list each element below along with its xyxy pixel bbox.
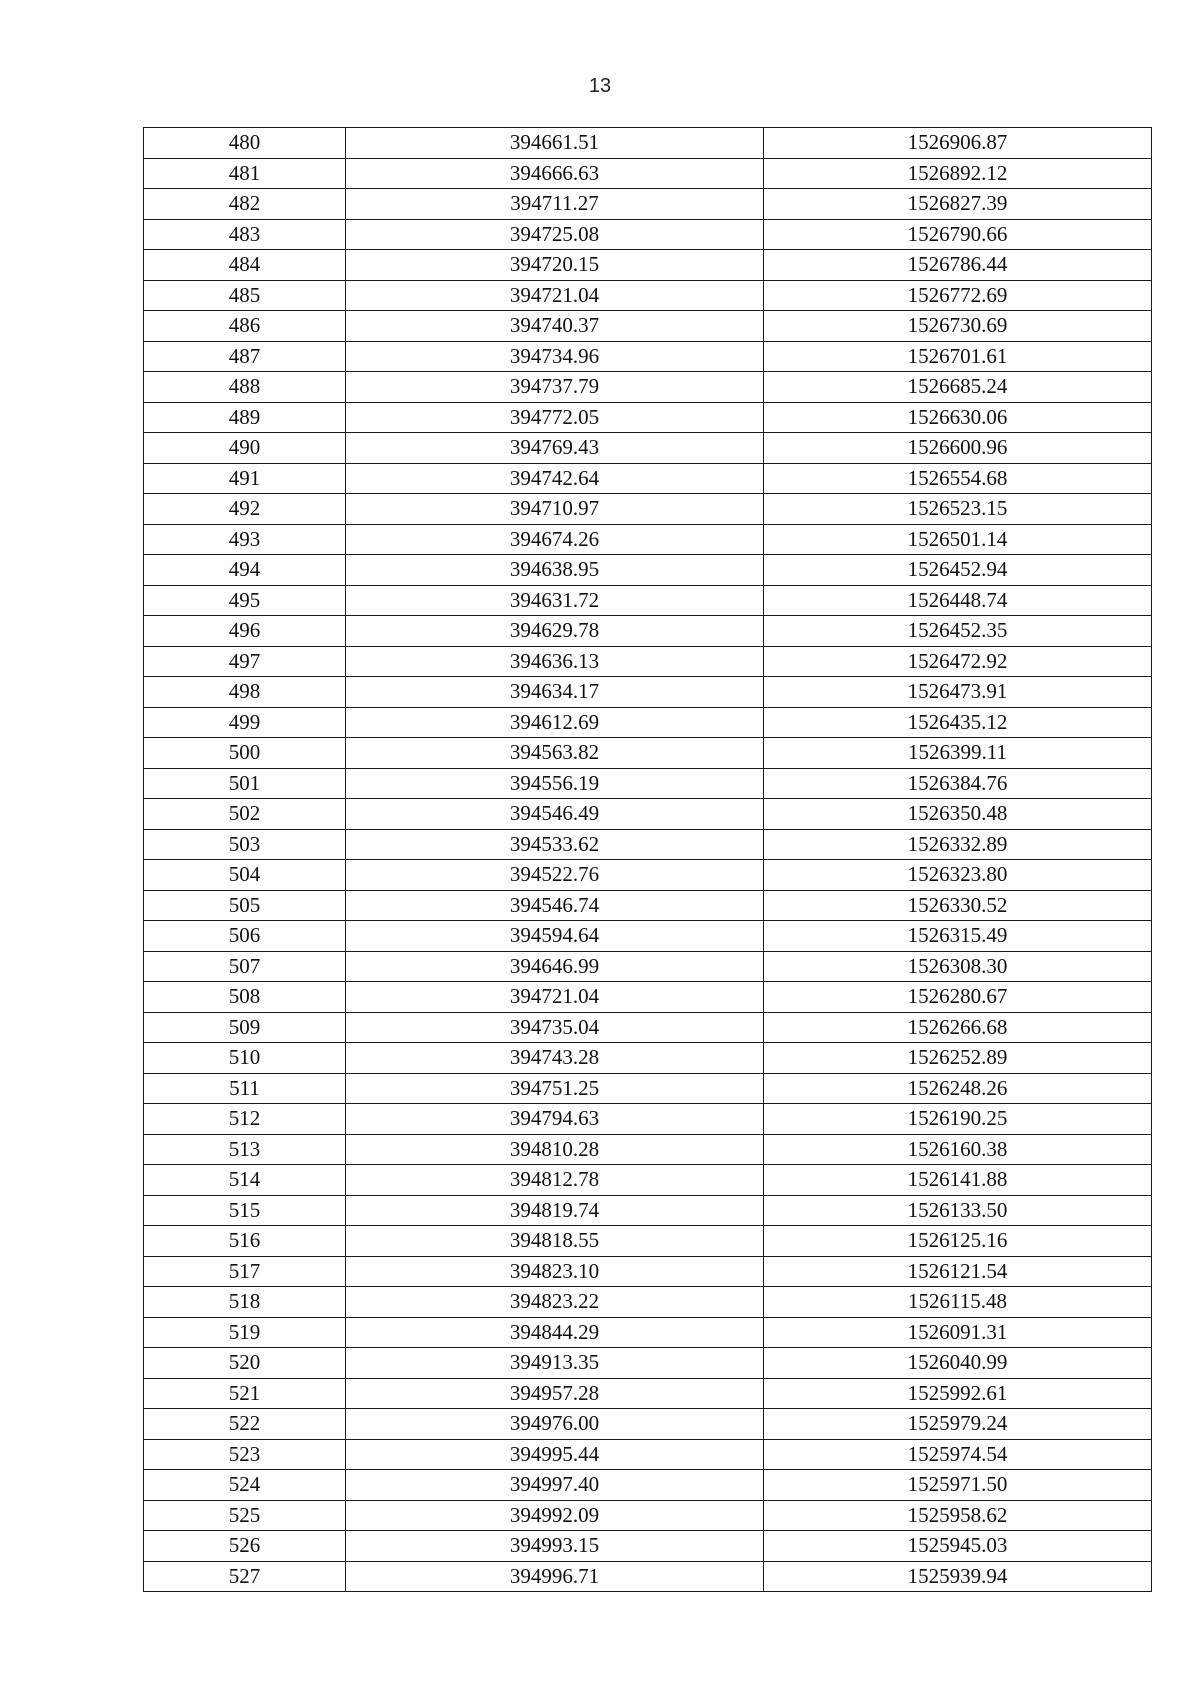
x-coordinate-cell: 394594.64 <box>346 921 764 952</box>
y-coordinate-cell: 1526435.12 <box>764 707 1152 738</box>
table-row <box>144 921 1152 952</box>
x-coordinate-cell: 394646.99 <box>346 951 764 982</box>
table-row <box>144 799 1152 830</box>
y-coordinate-cell: 1526399.11 <box>764 738 1152 769</box>
x-coordinate-cell: 394636.13 <box>346 646 764 677</box>
x-coordinate-cell: 394794.63 <box>346 1104 764 1135</box>
x-coordinate-cell: 394810.28 <box>346 1134 764 1165</box>
x-coordinate-cell: 394913.35 <box>346 1348 764 1379</box>
point-number-cell: 522 <box>144 1409 346 1440</box>
y-coordinate-cell: 1526501.14 <box>764 524 1152 555</box>
point-number-cell: 519 <box>144 1317 346 1348</box>
table-row <box>144 280 1152 311</box>
y-coordinate-cell: 1526160.38 <box>764 1134 1152 1165</box>
table-row <box>144 1043 1152 1074</box>
table-row <box>144 1409 1152 1440</box>
x-coordinate-cell: 394612.69 <box>346 707 764 738</box>
y-coordinate-cell: 1525979.24 <box>764 1409 1152 1440</box>
point-number-cell: 502 <box>144 799 346 830</box>
point-number-cell: 488 <box>144 372 346 403</box>
x-coordinate-cell: 394819.74 <box>346 1195 764 1226</box>
point-number-cell: 480 <box>144 128 346 159</box>
y-coordinate-cell: 1526248.26 <box>764 1073 1152 1104</box>
page-number: 13 <box>588 75 612 97</box>
point-number-cell: 504 <box>144 860 346 891</box>
table-row <box>144 1287 1152 1318</box>
x-coordinate-cell: 394996.71 <box>346 1561 764 1592</box>
table-row <box>144 219 1152 250</box>
table-row <box>144 555 1152 586</box>
y-coordinate-cell: 1526600.96 <box>764 433 1152 464</box>
x-coordinate-cell: 394812.78 <box>346 1165 764 1196</box>
y-coordinate-cell: 1526315.49 <box>764 921 1152 952</box>
x-coordinate-cell: 394631.72 <box>346 585 764 616</box>
point-number-cell: 486 <box>144 311 346 342</box>
y-coordinate-cell: 1526523.15 <box>764 494 1152 525</box>
table-row <box>144 829 1152 860</box>
point-number-cell: 510 <box>144 1043 346 1074</box>
table-row <box>144 646 1152 677</box>
table-row <box>144 494 1152 525</box>
point-number-cell: 508 <box>144 982 346 1013</box>
table-row <box>144 860 1152 891</box>
y-coordinate-cell: 1526332.89 <box>764 829 1152 860</box>
y-coordinate-cell: 1525974.54 <box>764 1439 1152 1470</box>
table-row <box>144 128 1152 159</box>
y-coordinate-cell: 1526473.91 <box>764 677 1152 708</box>
table-row <box>144 768 1152 799</box>
table-row <box>144 1561 1152 1592</box>
point-number-cell: 511 <box>144 1073 346 1104</box>
y-coordinate-cell: 1526115.48 <box>764 1287 1152 1318</box>
point-number-cell: 481 <box>144 158 346 189</box>
table-row <box>144 738 1152 769</box>
x-coordinate-cell: 394743.28 <box>346 1043 764 1074</box>
x-coordinate-cell: 394772.05 <box>346 402 764 433</box>
coordinates-table-body <box>144 128 1152 1592</box>
x-coordinate-cell: 394751.25 <box>346 1073 764 1104</box>
table-row <box>144 1073 1152 1104</box>
x-coordinate-cell: 394823.10 <box>346 1256 764 1287</box>
table-row <box>144 585 1152 616</box>
table-row <box>144 1195 1152 1226</box>
point-number-cell: 513 <box>144 1134 346 1165</box>
y-coordinate-cell: 1526121.54 <box>764 1256 1152 1287</box>
table-row <box>144 1317 1152 1348</box>
point-number-cell: 506 <box>144 921 346 952</box>
point-number-cell: 491 <box>144 463 346 494</box>
table-row <box>144 707 1152 738</box>
table-row <box>144 1470 1152 1501</box>
y-coordinate-cell: 1526330.52 <box>764 890 1152 921</box>
point-number-cell: 512 <box>144 1104 346 1135</box>
point-number-cell: 509 <box>144 1012 346 1043</box>
table-row <box>144 158 1152 189</box>
y-coordinate-cell: 1526266.68 <box>764 1012 1152 1043</box>
table-row <box>144 1500 1152 1531</box>
table-row <box>144 311 1152 342</box>
x-coordinate-cell: 394666.63 <box>346 158 764 189</box>
table-row <box>144 616 1152 647</box>
x-coordinate-cell: 394844.29 <box>346 1317 764 1348</box>
x-coordinate-cell: 394740.37 <box>346 311 764 342</box>
point-number-cell: 501 <box>144 768 346 799</box>
x-coordinate-cell: 394546.74 <box>346 890 764 921</box>
y-coordinate-cell: 1526452.94 <box>764 555 1152 586</box>
table-row <box>144 1134 1152 1165</box>
y-coordinate-cell: 1526630.06 <box>764 402 1152 433</box>
x-coordinate-cell: 394995.44 <box>346 1439 764 1470</box>
table-row <box>144 982 1152 1013</box>
table-row <box>144 677 1152 708</box>
table-row <box>144 463 1152 494</box>
x-coordinate-cell: 394634.17 <box>346 677 764 708</box>
table-row <box>144 372 1152 403</box>
point-number-cell: 505 <box>144 890 346 921</box>
y-coordinate-cell: 1526827.39 <box>764 189 1152 220</box>
y-coordinate-cell: 1526308.30 <box>764 951 1152 982</box>
x-coordinate-cell: 394725.08 <box>346 219 764 250</box>
point-number-cell: 500 <box>144 738 346 769</box>
point-number-cell: 483 <box>144 219 346 250</box>
x-coordinate-cell: 394737.79 <box>346 372 764 403</box>
point-number-cell: 515 <box>144 1195 346 1226</box>
y-coordinate-cell: 1526141.88 <box>764 1165 1152 1196</box>
x-coordinate-cell: 394818.55 <box>346 1226 764 1257</box>
point-number-cell: 485 <box>144 280 346 311</box>
point-number-cell: 492 <box>144 494 346 525</box>
table-row <box>144 250 1152 281</box>
table-row <box>144 1165 1152 1196</box>
point-number-cell: 527 <box>144 1561 346 1592</box>
point-number-cell: 496 <box>144 616 346 647</box>
y-coordinate-cell: 1526772.69 <box>764 280 1152 311</box>
point-number-cell: 497 <box>144 646 346 677</box>
y-coordinate-cell: 1525945.03 <box>764 1531 1152 1562</box>
x-coordinate-cell: 394522.76 <box>346 860 764 891</box>
x-coordinate-cell: 394546.49 <box>346 799 764 830</box>
point-number-cell: 489 <box>144 402 346 433</box>
y-coordinate-cell: 1526125.16 <box>764 1226 1152 1257</box>
table-row <box>144 341 1152 372</box>
point-number-cell: 493 <box>144 524 346 555</box>
point-number-cell: 490 <box>144 433 346 464</box>
point-number-cell: 524 <box>144 1470 346 1501</box>
x-coordinate-cell: 394711.27 <box>346 189 764 220</box>
y-coordinate-cell: 1526685.24 <box>764 372 1152 403</box>
point-number-cell: 503 <box>144 829 346 860</box>
x-coordinate-cell: 394976.00 <box>346 1409 764 1440</box>
table-row <box>144 1104 1152 1135</box>
point-number-cell: 516 <box>144 1226 346 1257</box>
point-number-cell: 495 <box>144 585 346 616</box>
x-coordinate-cell: 394742.64 <box>346 463 764 494</box>
x-coordinate-cell: 394720.15 <box>346 250 764 281</box>
y-coordinate-cell: 1526040.99 <box>764 1348 1152 1379</box>
y-coordinate-cell: 1526190.25 <box>764 1104 1152 1135</box>
point-number-cell: 487 <box>144 341 346 372</box>
x-coordinate-cell: 394721.04 <box>346 982 764 1013</box>
x-coordinate-cell: 394735.04 <box>346 1012 764 1043</box>
point-number-cell: 482 <box>144 189 346 220</box>
table-row <box>144 433 1152 464</box>
coordinates-table <box>143 127 1152 1592</box>
y-coordinate-cell: 1526091.31 <box>764 1317 1152 1348</box>
point-number-cell: 514 <box>144 1165 346 1196</box>
y-coordinate-cell: 1526786.44 <box>764 250 1152 281</box>
x-coordinate-cell: 394638.95 <box>346 555 764 586</box>
table-row <box>144 1256 1152 1287</box>
table-row <box>144 1226 1152 1257</box>
y-coordinate-cell: 1526554.68 <box>764 463 1152 494</box>
table-row <box>144 1378 1152 1409</box>
y-coordinate-cell: 1526323.80 <box>764 860 1152 891</box>
x-coordinate-cell: 394629.78 <box>346 616 764 647</box>
point-number-cell: 520 <box>144 1348 346 1379</box>
x-coordinate-cell: 394957.28 <box>346 1378 764 1409</box>
table-row <box>144 1348 1152 1379</box>
y-coordinate-cell: 1526892.12 <box>764 158 1152 189</box>
x-coordinate-cell: 394997.40 <box>346 1470 764 1501</box>
y-coordinate-cell: 1525958.62 <box>764 1500 1152 1531</box>
point-number-cell: 507 <box>144 951 346 982</box>
table-row <box>144 402 1152 433</box>
x-coordinate-cell: 394533.62 <box>346 829 764 860</box>
table-row <box>144 1531 1152 1562</box>
x-coordinate-cell: 394992.09 <box>346 1500 764 1531</box>
point-number-cell: 498 <box>144 677 346 708</box>
x-coordinate-cell: 394993.15 <box>346 1531 764 1562</box>
table-row <box>144 1012 1152 1043</box>
y-coordinate-cell: 1525992.61 <box>764 1378 1152 1409</box>
y-coordinate-cell: 1526790.66 <box>764 219 1152 250</box>
x-coordinate-cell: 394556.19 <box>346 768 764 799</box>
point-number-cell: 499 <box>144 707 346 738</box>
point-number-cell: 526 <box>144 1531 346 1562</box>
x-coordinate-cell: 394674.26 <box>346 524 764 555</box>
y-coordinate-cell: 1526906.87 <box>764 128 1152 159</box>
y-coordinate-cell: 1526280.67 <box>764 982 1152 1013</box>
table-row <box>144 1439 1152 1470</box>
y-coordinate-cell: 1526701.61 <box>764 341 1152 372</box>
table-row <box>144 890 1152 921</box>
x-coordinate-cell: 394734.96 <box>346 341 764 372</box>
x-coordinate-cell: 394721.04 <box>346 280 764 311</box>
table-row <box>144 189 1152 220</box>
x-coordinate-cell: 394823.22 <box>346 1287 764 1318</box>
x-coordinate-cell: 394769.43 <box>346 433 764 464</box>
y-coordinate-cell: 1525939.94 <box>764 1561 1152 1592</box>
y-coordinate-cell: 1526350.48 <box>764 799 1152 830</box>
y-coordinate-cell: 1526252.89 <box>764 1043 1152 1074</box>
point-number-cell: 494 <box>144 555 346 586</box>
point-number-cell: 517 <box>144 1256 346 1287</box>
y-coordinate-cell: 1526384.76 <box>764 768 1152 799</box>
table-row <box>144 524 1152 555</box>
point-number-cell: 525 <box>144 1500 346 1531</box>
y-coordinate-cell: 1526472.92 <box>764 646 1152 677</box>
point-number-cell: 484 <box>144 250 346 281</box>
point-number-cell: 521 <box>144 1378 346 1409</box>
table-row <box>144 951 1152 982</box>
x-coordinate-cell: 394710.97 <box>346 494 764 525</box>
y-coordinate-cell: 1525971.50 <box>764 1470 1152 1501</box>
y-coordinate-cell: 1526452.35 <box>764 616 1152 647</box>
y-coordinate-cell: 1526730.69 <box>764 311 1152 342</box>
point-number-cell: 518 <box>144 1287 346 1318</box>
y-coordinate-cell: 1526133.50 <box>764 1195 1152 1226</box>
x-coordinate-cell: 394661.51 <box>346 128 764 159</box>
point-number-cell: 523 <box>144 1439 346 1470</box>
y-coordinate-cell: 1526448.74 <box>764 585 1152 616</box>
x-coordinate-cell: 394563.82 <box>346 738 764 769</box>
